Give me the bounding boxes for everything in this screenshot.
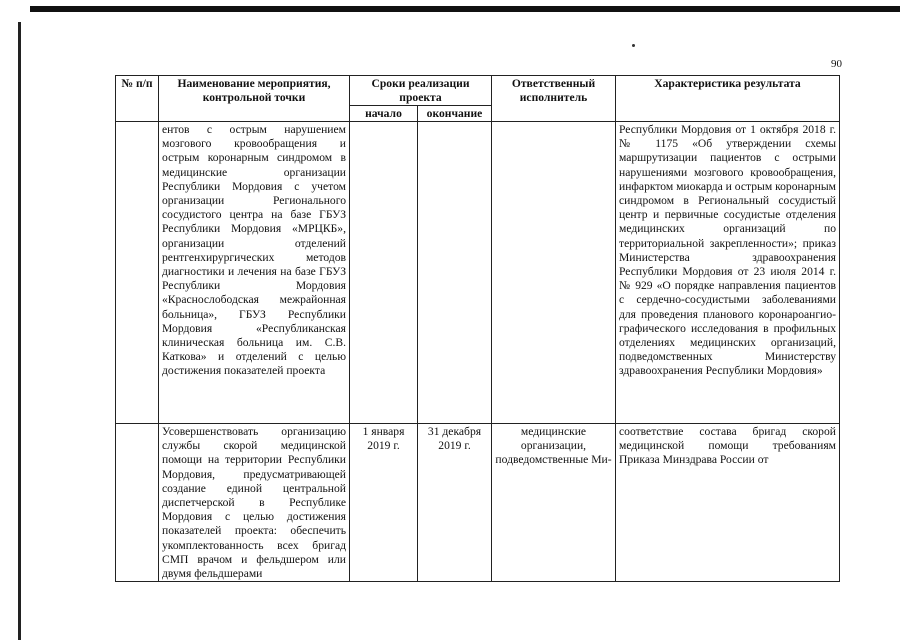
scan-border-top: [30, 6, 900, 12]
row-end: 31 декабря 2019 г.: [418, 424, 492, 582]
row-start: [350, 122, 418, 424]
header-name: Наименование мероприятия, контрольной точки: [159, 76, 350, 122]
row-num: [116, 122, 159, 424]
row-end: [418, 122, 492, 424]
row-name: ентов с острым нарушением мозгового кровообращения и острым коронарным синдромом в медицинские организации Республики Мордовия с учетом организации Регионального сосудистого центра на базе ГБУЗ Республики Мордовия «МРЦКБ», организации отделений рентгенхирургических методов диагностики и лечения на базе ГБУЗ Республики Мордовия «Краснослободская межрайонная больница», ГБУЗ Республики Мордовия «Республиканская клиническая больница им. С.В. Каткова» и отделений с целью достижения показателей проекта: [159, 122, 350, 424]
page-number: 90: [831, 58, 842, 70]
row-start: 1 января 2019 г.: [350, 424, 418, 582]
header-end: окончание: [418, 106, 492, 122]
header-num: № п/п: [116, 76, 159, 122]
table-row: [116, 424, 840, 582]
header-terms: Сроки реализации проекта: [350, 76, 492, 106]
row-result: Республики Мордовия от 1 октября 2018 г. № 1175 «Об утверждении схемы маршрутизации пациентов с острыми нарушениями мозгового кровообращения, инфарктом миокарда и острым коронарным синдромом в Региональный сосудистый центр и первичные сосудистые отделения медицинских организаций по территориальной закрепленности»; приказ Министерства здравоохранения Республики Мордовия от 23 июля 2014 г. № 929 «О порядке направления пациентов с сердечно-сосудистыми заболеваниями для проведения планового коронароангио-графического исследования в профильных отделениях медицинских организаций, подведомственных Министерству здравоохранения Республики Мордовия»: [616, 122, 840, 424]
scan-border-left: [18, 22, 21, 640]
row-responsible: [492, 122, 616, 424]
row-num: [116, 424, 159, 582]
row-responsible: медицинские организации, подведомственные Ми-: [492, 424, 616, 582]
table-row: [116, 122, 840, 424]
row-name: Усовершенствовать организацию службы скорой медицинской помощи на территории Республики Мордовия, предусматривающей создание единой центральной диспетчерской в Республике Мордовия с целью достижения показателей проекта: обеспечить укомплектованность всех бригад СМП врачом и фельдшером или двумя фельдшерами: [159, 424, 350, 582]
activities-table: [115, 75, 840, 582]
header-start: начало: [350, 106, 418, 122]
scan-speck: [632, 44, 635, 47]
header-result: Характеристика результата: [616, 76, 840, 122]
row-result: соответствие состава бригад скорой медицинской помощи требованиям Приказа Минздрава России от: [616, 424, 840, 582]
header-responsible: Ответственный исполнитель: [492, 76, 616, 122]
